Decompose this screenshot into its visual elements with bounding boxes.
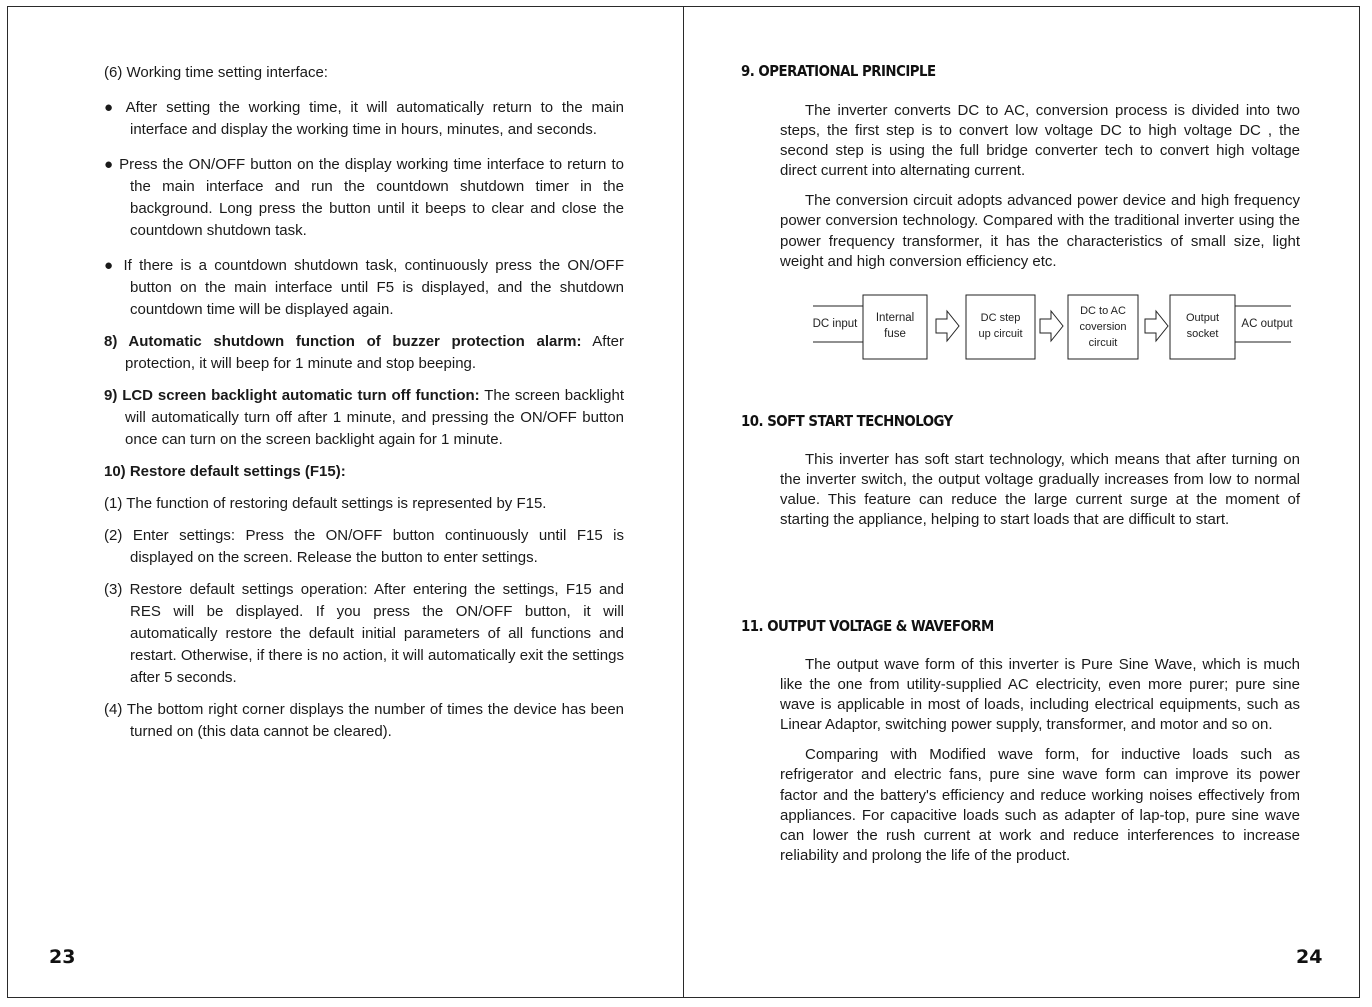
section-11-title: 11. OUTPUT VOLTAGE & WAVEFORM <box>741 617 994 635</box>
item-6-title: (6) Working time setting interface: <box>104 64 328 81</box>
section-10-paragraph-1: This inverter has soft start technology, which means that after turning on the inverter switch, the output voltage gradually increases from low to normal value. This feature can reduce the large current surge at the moment of starting the appliance, helping to start loads that are difficult to start. <box>780 451 1300 529</box>
bullet-2: ● Press the ON/OFF button on the display working time interface to return to the main interface and run the countdown shutdown timer in the background. Long press the button until it beeps to clear and close the countdown shutdown task. <box>104 156 624 239</box>
box-1-line-2: fuse <box>884 328 906 340</box>
section-11-body <box>780 655 1300 866</box>
diagram-box-internal-fuse <box>863 310 927 342</box>
sub-item-1: (1) The function of restoring default settings is represented by F15. <box>104 495 547 512</box>
page-number-right: 24 <box>1296 946 1323 968</box>
box-4-line-1: Output <box>1185 312 1220 324</box>
item-8 <box>104 331 624 375</box>
section-10-title: 10. SOFT START TECHNOLOGY <box>741 412 953 430</box>
diagram-box-dc-to-ac <box>1068 303 1138 351</box>
item-8-heading: 8) Automatic shutdown function of buzzer protection alarm: <box>104 333 582 350</box>
inverter-block-diagram <box>805 292 1300 362</box>
diagram-input-label: DC input <box>812 318 858 330</box>
sub-item-4: (4) The bottom right corner displays the number of times the device has been turned on (this data cannot be cleared). <box>104 701 624 740</box>
page-number-left: 23 <box>49 946 76 968</box>
left-page-content <box>104 62 624 743</box>
section-9-title: 9. OPERATIONAL PRINCIPLE <box>741 62 936 80</box>
item-9-heading: 9) LCD screen backlight automatic turn off function: <box>104 387 480 404</box>
section-11-paragraph-1: The output wave form of this inverter is Pure Sine Wave, which is much like the one from utility-supplied AC electricity, even more purer; pure sine wave is applicable in most of loads, including electrical equipments, such as Linear Adaptor, switching power supply, transformer, and motor and so on. <box>780 656 1300 734</box>
item-9 <box>104 385 624 451</box>
section-11-paragraph-2: Comparing with Modified wave form, for inductive loads such as refrigerator and electric fans, pure sine wave form can improve its power factor and the battery's efficiency and reduce working noises effectively from appliances. For capacitive loads such as adapter of lap-top, pure sine wave can lower the rush current at work and reduce interferences to increase reliability and prolong the life of the product. <box>780 746 1300 864</box>
box-3-line-3: circuit <box>1088 337 1118 349</box>
section-9-paragraph-2: The conversion circuit adopts advanced power device and high frequency power conversion technology. Compared with the traditional inverter using the power frequency transformer, it has the characteristics of small size, light weight and high conversion efficiency etc. <box>780 192 1300 270</box>
bullet-1: ● After setting the working time, it will automatically return to the main interface and display the working time in hours, minutes, and seconds. <box>104 99 624 138</box>
section-9-body <box>780 101 1300 272</box>
section-10-body <box>780 450 1300 530</box>
item-10-title <box>104 461 624 483</box>
page-divider <box>683 6 684 998</box>
item-9-text: The screen backlight will automatically turn off after 1 minute, and pressing the ON/OFF button once can turn on the screen backlight again for 1 minute. <box>125 387 624 448</box>
item-8-text: After protection, it will beep for 1 minute and stop beeping. <box>125 333 624 372</box>
sub-item-2: (2) Enter settings: Press the ON/OFF button continuously until F15 is displayed on the screen. Release the button to enter settings. <box>104 527 624 566</box>
item-10-heading: 10) Restore default settings (F15): <box>104 463 346 480</box>
diagram-box-dc-step-up <box>966 310 1035 342</box>
box-3-line-2: coversion <box>1079 321 1127 333</box>
section-9-paragraph-1: The inverter converts DC to AC, conversion process is divided into two steps, the first step is to convert low voltage DC to high voltage DC , the second step is using the full bridge converter tech to convert high voltage direct current into alternating current. <box>780 102 1300 180</box>
bullet-3: ● If there is a countdown shutdown task, continuously press the ON/OFF button on the main interface until F5 is displayed, and the shutdown countdown time will be displayed again. <box>104 257 624 318</box>
diagram-box-output-socket <box>1170 310 1235 342</box>
box-2-line-1: DC step <box>980 312 1021 324</box>
box-3-line-1: DC to AC <box>1080 305 1126 317</box>
box-4-line-2: socket <box>1186 328 1219 340</box>
box-1-line-1: Internal <box>875 312 915 324</box>
diagram-output-label: AC output <box>1241 318 1293 330</box>
box-2-line-2: up circuit <box>978 328 1023 340</box>
sub-item-3: (3) Restore default settings operation: After entering the settings, F15 and RES will be displayed. If you press the ON/OFF button, it will automatically restore the default initial parameters of all functions and restart. Otherwise, if there is no action, it will automatically exit the settings after 5 seconds. <box>104 581 624 686</box>
